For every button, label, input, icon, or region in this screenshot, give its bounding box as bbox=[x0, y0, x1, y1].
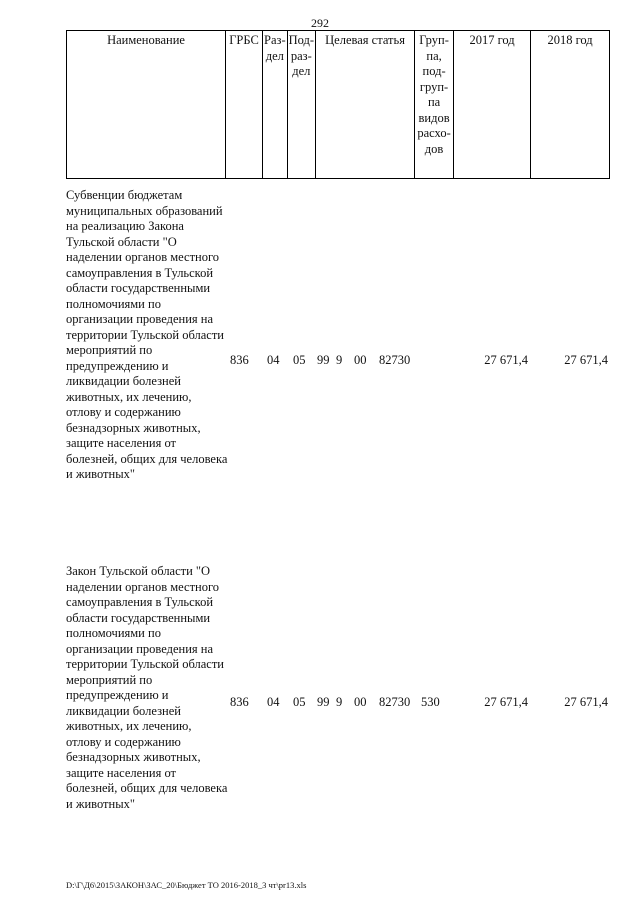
row-target-program: 99 bbox=[317, 353, 330, 367]
header-razdel: Раз- дел bbox=[263, 31, 288, 179]
row-target-main: 00 bbox=[354, 695, 367, 709]
row-2017: 27 671,4 bbox=[484, 353, 528, 367]
row-razdel: 04 bbox=[267, 695, 280, 709]
row-target-direction: 82730 bbox=[379, 353, 411, 367]
row-target-subprogram: 9 bbox=[336, 353, 343, 367]
row-grbs: 836 bbox=[230, 353, 249, 367]
page-number: 292 bbox=[311, 16, 329, 30]
header-name: Наименование bbox=[67, 31, 226, 179]
header-target: Целевая статья bbox=[316, 31, 415, 179]
row-target-main: 00 bbox=[354, 353, 367, 367]
row-target-program: 99 bbox=[317, 695, 330, 709]
row-target-subprogram: 9 bbox=[336, 695, 343, 709]
header-podrazdel: Под- раз- дел bbox=[287, 31, 315, 179]
row-2017: 27 671,4 bbox=[484, 695, 528, 709]
table-row bbox=[66, 188, 608, 528]
row-grbs: 836 bbox=[230, 695, 249, 709]
table-header bbox=[66, 30, 610, 179]
table-row bbox=[66, 564, 608, 844]
header-2018: 2018 год bbox=[531, 31, 610, 179]
row-razdel: 04 bbox=[267, 353, 280, 367]
row-2018: 27 671,4 bbox=[564, 695, 608, 709]
row-name: Субвенции бюджетам муниципальных образований на реализацию Закона Тульской области "О наделении органов местного самоуправления в Тульской области государственными полномочиями по организации проведения на территории Тульской области мероприятий по предупреждению и ликвидации болезней животных, их лечению, отлову и содержанию безнадзорных животных, защите населения от болезней, общих для человека и животных" bbox=[66, 188, 228, 481]
row-2018: 27 671,4 bbox=[564, 353, 608, 367]
row-podrazdel: 05 bbox=[293, 695, 306, 709]
header-2017: 2017 год bbox=[454, 31, 531, 179]
footer-file-path: D:\Г\Д6\2015\ЗАКОН\ЗАС_20\Бюджет ТО 2016-2018_3 чт\pr13.xls bbox=[66, 880, 307, 890]
row-name: Закон Тульской области "О наделении органов местного самоуправления в Тульской области государственными полномочиями по организации проведения на территории Тульской области мероприятий по предупреждению и ликвидации болезней животных, их лечению, отлову и содержанию безнадзорных животных, защите населения от болезней, общих для человека и животных" bbox=[66, 564, 228, 811]
header-grbs: ГРБС bbox=[226, 31, 263, 179]
row-group: 530 bbox=[421, 695, 440, 709]
row-target-direction: 82730 bbox=[379, 695, 411, 709]
row-podrazdel: 05 bbox=[293, 353, 306, 367]
header-group: Груп- па, под- груп- па видов расхо- дов bbox=[415, 31, 454, 179]
